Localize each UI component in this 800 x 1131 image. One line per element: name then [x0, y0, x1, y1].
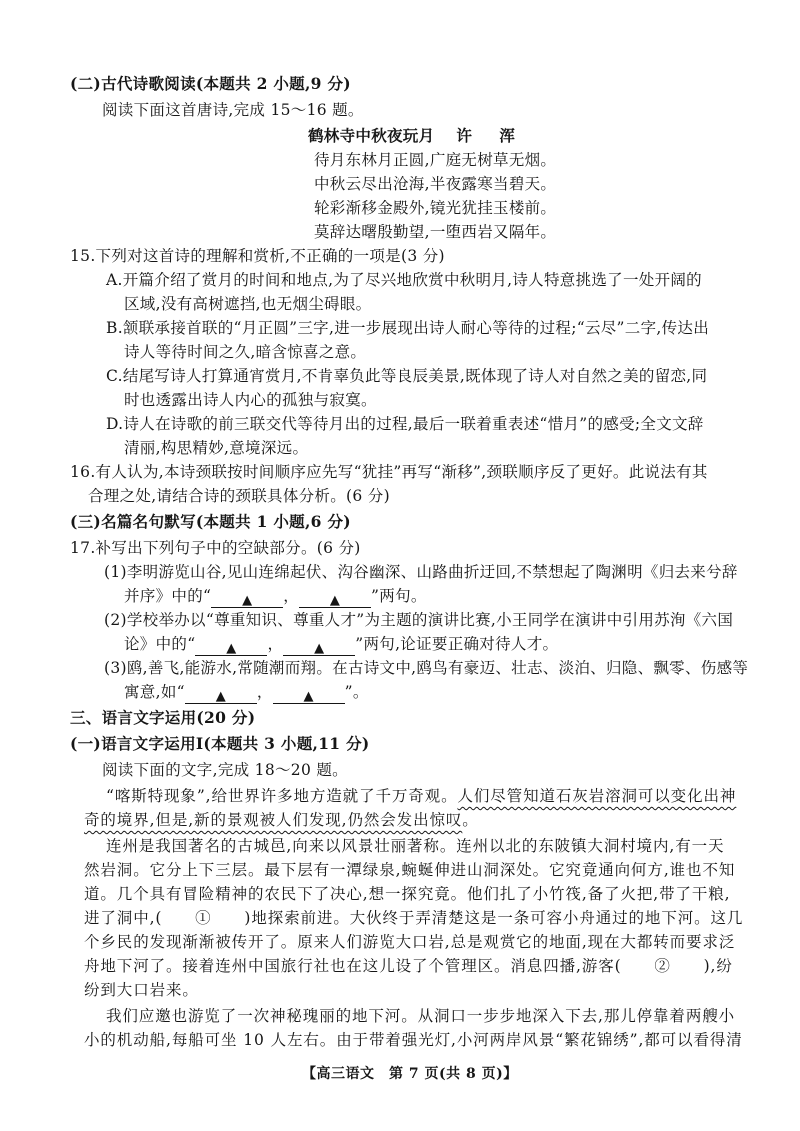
question-15-option-d: D.诗人在诗歌的前三联交代等待月出的过程,最后一联着重表述“惜月”的感受;全文文辞: [106, 415, 704, 433]
question-15-option-a-cont: 区域,没有高树遮挡,也无烟尘碍眼。: [124, 295, 372, 313]
question-15-option-d-cont: 清丽,构思精妙,意境深远。: [124, 439, 309, 457]
passage-line: 个乡民的发现渐渐被传开了。原来人们游览大口岩,总是观赏它的地面,现在大都转而要求泛: [84, 933, 736, 951]
poem-line: 轮彩渐移金殿外,镜光犹挂玉楼前。: [314, 199, 557, 217]
passage-paragraph-1: “喀斯特现象”,给世界许多地方造就了千万奇观。人们尽管知道石灰岩溶洞可以变化出神: [106, 787, 737, 805]
poem-heading: [308, 126, 521, 146]
triangle-icon: ▲: [242, 593, 253, 608]
triangle-icon: ▲: [314, 641, 325, 656]
question-17-part-1-cont: 并序》中的“ ▲ ， ▲ ”两句。: [124, 587, 427, 608]
passage-instruction: 阅读下面的文字,完成 18～20 题。: [102, 761, 348, 779]
passage-line: 纷到大口岩来。: [84, 981, 199, 999]
section-heading-language-use-1: (一)语言文字运用Ⅰ(本题共 3 小题,11 分): [70, 734, 370, 753]
answer-blank[interactable]: [211, 589, 283, 608]
poem-line: 待月东林月正圆,广庭无树草无烟。: [314, 151, 557, 169]
wavy-underlined-sentence: 奇的境界,但是,新的景观被人们发现,仍然会发出惊叹: [84, 811, 463, 829]
triangle-icon: ▲: [215, 689, 227, 704]
question-15-option-b: B.颔联承接首联的“月正圆”三字,进一步展现出诗人耐心等待的过程;“云尽”二字,传达出: [106, 319, 709, 337]
passage-line: 然岩洞。它分上下三层。最下层有一潭绿泉,蜿蜒伸进山洞深处。它究竟通向何方,谁也不知: [84, 861, 736, 879]
question-15-option-a: A.开篇介绍了赏月的时间和地点,为了尽兴地欣赏中秋明月,诗人特意挑选了一处开阔的: [106, 271, 702, 289]
poem-title: 鹤林寺中秋夜玩月: [308, 126, 435, 145]
triangle-icon: ▲: [303, 689, 314, 704]
passage-line: 舟地下河了。接着连州中国旅行社也在这儿设了个管理区。消息四播,游客( ② ),纷: [84, 957, 733, 975]
question-17-part-3: (3)鸥,善飞,能游水,常随潮而翔。在古诗文中,鸥鸟有豪迈、壮志、淡泊、归隐、飘零、伤感等: [104, 659, 749, 677]
question-17-part-2-cont: 论》中的“ ▲ ， ▲ ”两句,论证要正确对待人才。: [124, 635, 559, 656]
question-15-option-c: C.结尾写诗人打算通宵赏月,不肯辜负此等良辰美景,既体现了诗人对自然之美的留恋,同: [106, 367, 708, 385]
answer-blank[interactable]: [185, 685, 257, 704]
question-17-part-1: (1)李明游览山谷,见山连绵起伏、沟谷幽深、山路曲折迂回,不禁想起了陶渊明《归去来兮辞: [104, 563, 738, 581]
poem-author: 许 浑: [456, 126, 521, 145]
passage-paragraph-2: 连州是我国著名的古城邑,向来以风景壮丽著称。连州以北的东陂镇大洞村境内,有一天: [106, 837, 725, 855]
answer-blank[interactable]: [299, 589, 371, 608]
answer-blank[interactable]: [283, 637, 355, 656]
answer-blank[interactable]: [273, 685, 345, 704]
question-15-stem: 15.下列对这首诗的理解和赏析,不正确的一项是(3 分): [70, 247, 445, 265]
section-heading-poetry: (二)古代诗歌阅读(本题共 2 小题,9 分): [70, 74, 351, 93]
passage-line: 道。几个具有冒险精神的农民下了决心,想一探究竟。他们扎了小竹筏,备了火把,带了干粮,: [84, 885, 731, 903]
poem-line: 莫辞达曙殷勤望,一堕西岩又隔年。: [314, 223, 557, 241]
poetry-instruction: 阅读下面这首唐诗,完成 15～16 题。: [102, 101, 364, 119]
triangle-icon: ▲: [226, 641, 237, 656]
part-heading-language-use: 三、语言文字运用(20 分): [70, 708, 256, 727]
question-17-stem: 17.补写出下列句子中的空缺部分。(6 分): [70, 539, 361, 557]
poem-line: 中秋云尽出沧海,半夜露寒当碧天。: [314, 175, 557, 193]
question-17-part-3-cont: 寓意,如“ ▲ ， ▲ ”。: [124, 683, 369, 704]
section-heading-recitation: (三)名篇名句默写(本题共 1 小题,6 分): [70, 512, 351, 531]
question-15-option-c-cont: 时也透露出诗人内心的孤独与寂寞。: [124, 391, 377, 409]
passage-line: 进了洞中,( ① )地探索前进。大伙终于弄清楚这是一条可容小舟通过的地下河。这几: [84, 909, 744, 927]
passage-paragraph-3: 我们应邀也游览了一次神秘瑰丽的地下河。从洞口一步步地深入下去,那儿停靠着两艘小: [106, 1007, 736, 1025]
question-17-part-2: (2)学校举办以“尊重知识、尊重人才”为主题的演讲比赛,小王同学在演讲中引用苏洵《六国: [104, 611, 734, 629]
question-15-option-b-cont: 诗人等待时间之久,暗含惊喜之意。: [124, 343, 367, 361]
question-16-cont: 合理之处,请结合诗的颈联具体分析。(6 分): [88, 487, 390, 505]
passage-paragraph-1-cont: 奇的境界,但是,新的景观被人们发现,仍然会发出惊叹。: [84, 811, 479, 829]
passage-line: 小的机动船,每船可坐 10 人左右。由于带着强光灯,小河两岸风景“繁花锦绣”,都可以看得清: [84, 1031, 743, 1049]
question-16: 16.有人认为,本诗颈联按时间顺序应先写“犹挂”再写“渐移”,颈联顺序反了更好。此说法有其: [70, 463, 708, 481]
answer-blank[interactable]: [195, 637, 267, 656]
page-footer: 【高三语文 第 7 页(共 8 页)】: [302, 1066, 518, 1082]
wavy-underlined-sentence: 人们尽管知道石灰岩溶洞可以变化出神: [457, 787, 737, 805]
triangle-icon: ▲: [329, 593, 341, 608]
